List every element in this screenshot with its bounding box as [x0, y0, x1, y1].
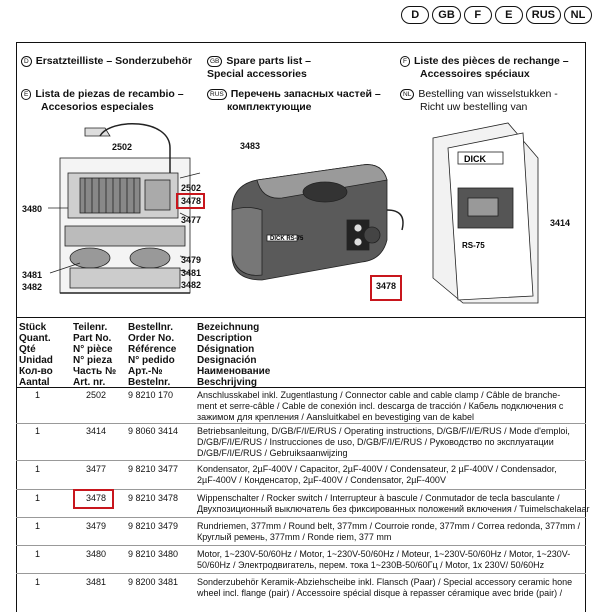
row-3478-desc-line: Wippenschalter / Rocker switch / Interrupteur à bascule / Conmutador de tecla basculante /	[197, 493, 560, 503]
row-3478-desc	[197, 493, 589, 515]
callout-3478-right: 3478	[376, 281, 397, 291]
header-desc-gb: Description	[197, 333, 253, 344]
lang-code-es: E	[21, 89, 31, 100]
header-ru	[207, 88, 381, 113]
header-quantity	[19, 322, 53, 388]
row-divider	[16, 460, 586, 461]
row-3479-order: 9 8210 3479	[128, 521, 179, 531]
header-order-gb: Order No.	[128, 333, 175, 344]
header-desc-nl: Beschrijving	[197, 377, 258, 388]
header-fr	[400, 55, 569, 80]
row-3414-part: 3414	[86, 426, 107, 436]
title-de: Ersatzteilliste – Sonderzubehör	[35, 55, 193, 67]
callout-2502-side: 2502	[181, 183, 202, 193]
row-divider	[16, 517, 586, 518]
lang-badge-rus: RUS	[526, 6, 561, 24]
header-gb	[207, 55, 311, 80]
header-part-ru: Часть №	[73, 366, 117, 377]
lang-badge-gb: GB	[432, 6, 461, 24]
row-3479-part: 3479	[86, 521, 107, 531]
lang-badge-nl: NL	[564, 6, 592, 24]
header-quantity-nl: Aantal	[19, 377, 50, 388]
row-2502-desc-line: ment et serre-câble / Cable de conexión incl. descarga de tracción / Кабель подключения с	[197, 401, 564, 411]
header-order-de: Bestellnr.	[128, 322, 174, 333]
header-quantity-ru: Кол-во	[19, 366, 53, 377]
row-3414-order: 9 8060 3414	[128, 426, 179, 436]
row-3481-qty: 1	[35, 577, 41, 587]
title-ru-1: Перечень запасных частей –	[230, 88, 381, 100]
lang-badge-e: E	[495, 6, 523, 24]
highlight-box-3478-table	[73, 489, 114, 509]
callout-3480: 3480	[22, 204, 43, 214]
highlight-box-3478-right	[370, 275, 402, 301]
callout-3478-left: 3478	[181, 196, 202, 206]
row-3477-order: 9 8210 3477	[128, 464, 179, 474]
row-3479-desc	[197, 521, 580, 543]
row-2502-desc	[197, 390, 563, 423]
lang-badge-f: F	[464, 6, 492, 24]
row-3480-qty: 1	[35, 549, 41, 559]
header-quantity-fr: Qté	[19, 344, 36, 355]
title-nl-1: Bestelling van wisselstukken -	[418, 88, 558, 100]
row-3481-desc-line: wheel incl. flange (pair) / Accessoire spécial disque à repasser céramique avec bride (pair) /	[197, 588, 563, 598]
header-desc-ru: Наименование	[197, 366, 271, 377]
header-part-de: Teilenr.	[73, 322, 108, 333]
row-divider	[16, 423, 586, 424]
row-3480-desc-line: Motor, 1~230V-50/60Hz / Motor, 1~230V-50/60Hz / Moteur, 1~230V-50/60Hz / Motor, 1~230V-	[197, 549, 571, 559]
row-3414-desc-line: D/GB/F/I/E/RUS / Instrucciones de uso, D/GB/F/I/E/RUS / Руководство по эксплуатации	[197, 437, 554, 447]
title-ru-2: комплектующие	[227, 100, 312, 113]
row-3480-desc	[197, 549, 570, 571]
title-fr-1: Liste des pièces de rechange –	[413, 55, 569, 67]
callout-3481-right: 3481	[181, 268, 202, 278]
header-order-ru: Арт.-№	[128, 366, 163, 377]
callout-3482-left: 3482	[22, 282, 43, 292]
row-divider	[16, 573, 586, 574]
header-description	[197, 322, 270, 388]
row-3481-desc-line: Sonderzubehör Keramik-Abziehscheibe inkl. Flansch (Paar) / Special accessory ceramic hone	[197, 577, 573, 587]
row-3414-desc	[197, 426, 570, 459]
lang-code-de: D	[21, 56, 32, 67]
callout-3483: 3483	[240, 141, 261, 151]
row-3477-desc-line: 2µF-400V / Конденсатор, 2µF-400V / Condensator, 2µF-400V	[197, 475, 446, 485]
header-quantity-gb: Quant.	[19, 333, 51, 344]
header-desc-fr: Désignation	[197, 344, 255, 355]
title-gb-1: Spare parts list –	[226, 55, 312, 67]
row-2502-qty: 1	[35, 390, 41, 400]
header-quantity-es: Unidad	[19, 355, 53, 366]
machine-brand-label: DICK RS-75	[270, 236, 304, 242]
row-3479-desc-line: Круглый ремень, 377mm / Ronde riem, 377 mm	[197, 532, 392, 542]
row-3414-desc-line: D/GB/F/I/E/RUS / Gebruiksaanwijzing	[197, 448, 348, 458]
header-part-es: N° pieza	[73, 355, 113, 366]
header-order-no	[128, 322, 176, 388]
row-3480-order: 9 8210 3480	[128, 549, 179, 559]
header-part-nl: Art. nr.	[73, 377, 106, 388]
header-part-gb: Part No.	[73, 333, 112, 344]
row-3478-desc-line: Двухпозиционный выключатель без фиксированных положений включения / Tuimelschakelaar	[197, 504, 590, 514]
row-3477-desc-line: Kondensator, 2µF-400V / Capacitor, 2µF-400V / Condensateur, 2 µF-400V / Condensador,	[197, 464, 557, 474]
title-es-1: Lista de piezas de recambio –	[35, 88, 184, 100]
row-3414-qty: 1	[35, 426, 41, 436]
header-nl	[400, 88, 558, 113]
callout-2502-cable: 2502	[112, 142, 133, 152]
highlight-box-3478-left	[176, 193, 205, 209]
header-desc-de: Bezeichnung	[197, 322, 260, 333]
row-3479-desc-line: Rundriemen, 377mm / Round belt, 377mm / Courroie ronde, 377mm / Correa redonda, 377mm /	[197, 521, 581, 531]
row-3478-part: 3478	[86, 493, 107, 503]
row-3481-desc	[197, 577, 572, 599]
row-3481-part: 3481	[86, 577, 107, 587]
title-nl-2: Richt uw bestelling van	[420, 100, 528, 113]
header-de	[21, 55, 192, 68]
title-fr-2: Accessoires spéciaux	[420, 67, 530, 80]
lang-code-ru: RUS	[207, 89, 227, 100]
header-part-no	[73, 322, 116, 388]
row-3414-desc-line: Betriebsanleitung, D/GB/F/I/E/RUS / Operating instructions, D/GB/F/I/E/RUS / Mode d'emploi,	[197, 426, 570, 436]
lang-code-nl: NL	[400, 89, 414, 100]
row-3481-order: 9 8200 3481	[128, 577, 179, 587]
row-3477-qty: 1	[35, 464, 41, 474]
header-part-fr: N° pièce	[73, 344, 113, 355]
callout-3482-right: 3482	[181, 280, 202, 290]
header-order-nl: Bestelnr.	[128, 377, 171, 388]
lang-code-gb: GB	[207, 56, 222, 67]
title-es-2: Accesorios especiales	[41, 100, 154, 113]
header-desc-es: Designación	[197, 355, 257, 366]
row-3480-part: 3480	[86, 549, 107, 559]
row-2502-order: 9 8210 170	[128, 390, 174, 400]
callout-3479: 3479	[181, 255, 202, 265]
manual-model-label: RS-75	[462, 241, 485, 250]
header-order-es: N° pedido	[128, 355, 175, 366]
language-selector	[401, 6, 592, 24]
row-2502-part: 2502	[86, 390, 107, 400]
row-3480-desc-line: 50/60Hz / Электродвигатель, перем. тока 1~230В-50/60Гц / Motor, 1x 230V/ 50/60Hz	[197, 560, 545, 570]
machine-product-drawing	[222, 150, 412, 290]
header-order-fr: Référence	[128, 344, 177, 355]
row-3478-qty: 1	[35, 493, 41, 503]
header-quantity-de: Stück	[19, 322, 47, 333]
table-header-rule	[16, 387, 586, 388]
row-3479-qty: 1	[35, 521, 41, 531]
lang-code-fr: F	[400, 56, 410, 67]
title-gb-2: Special accessories	[207, 67, 307, 80]
manual-brand-label: DICK	[464, 154, 486, 164]
row-divider	[16, 545, 586, 546]
row-2502-desc-line: зажимом для крепления / Aansluitkabel en bevestiging van de kabel	[197, 412, 475, 422]
row-3477-part: 3477	[86, 464, 107, 474]
table-top-rule	[16, 317, 586, 318]
row-3478-order: 9 8210 3478	[128, 493, 179, 503]
callout-3477: 3477	[181, 215, 202, 225]
callout-3481-left: 3481	[22, 270, 43, 280]
lang-badge-d: D	[401, 6, 429, 24]
manual-booklet-drawing	[428, 118, 548, 308]
row-2502-desc-line: Anschlusskabel inkl. Zugentlastung / Connector cable and cable clamp / Câble de branche-	[197, 390, 561, 400]
callout-3414: 3414	[550, 218, 571, 228]
row-3477-desc	[197, 464, 557, 486]
header-es	[21, 88, 184, 113]
